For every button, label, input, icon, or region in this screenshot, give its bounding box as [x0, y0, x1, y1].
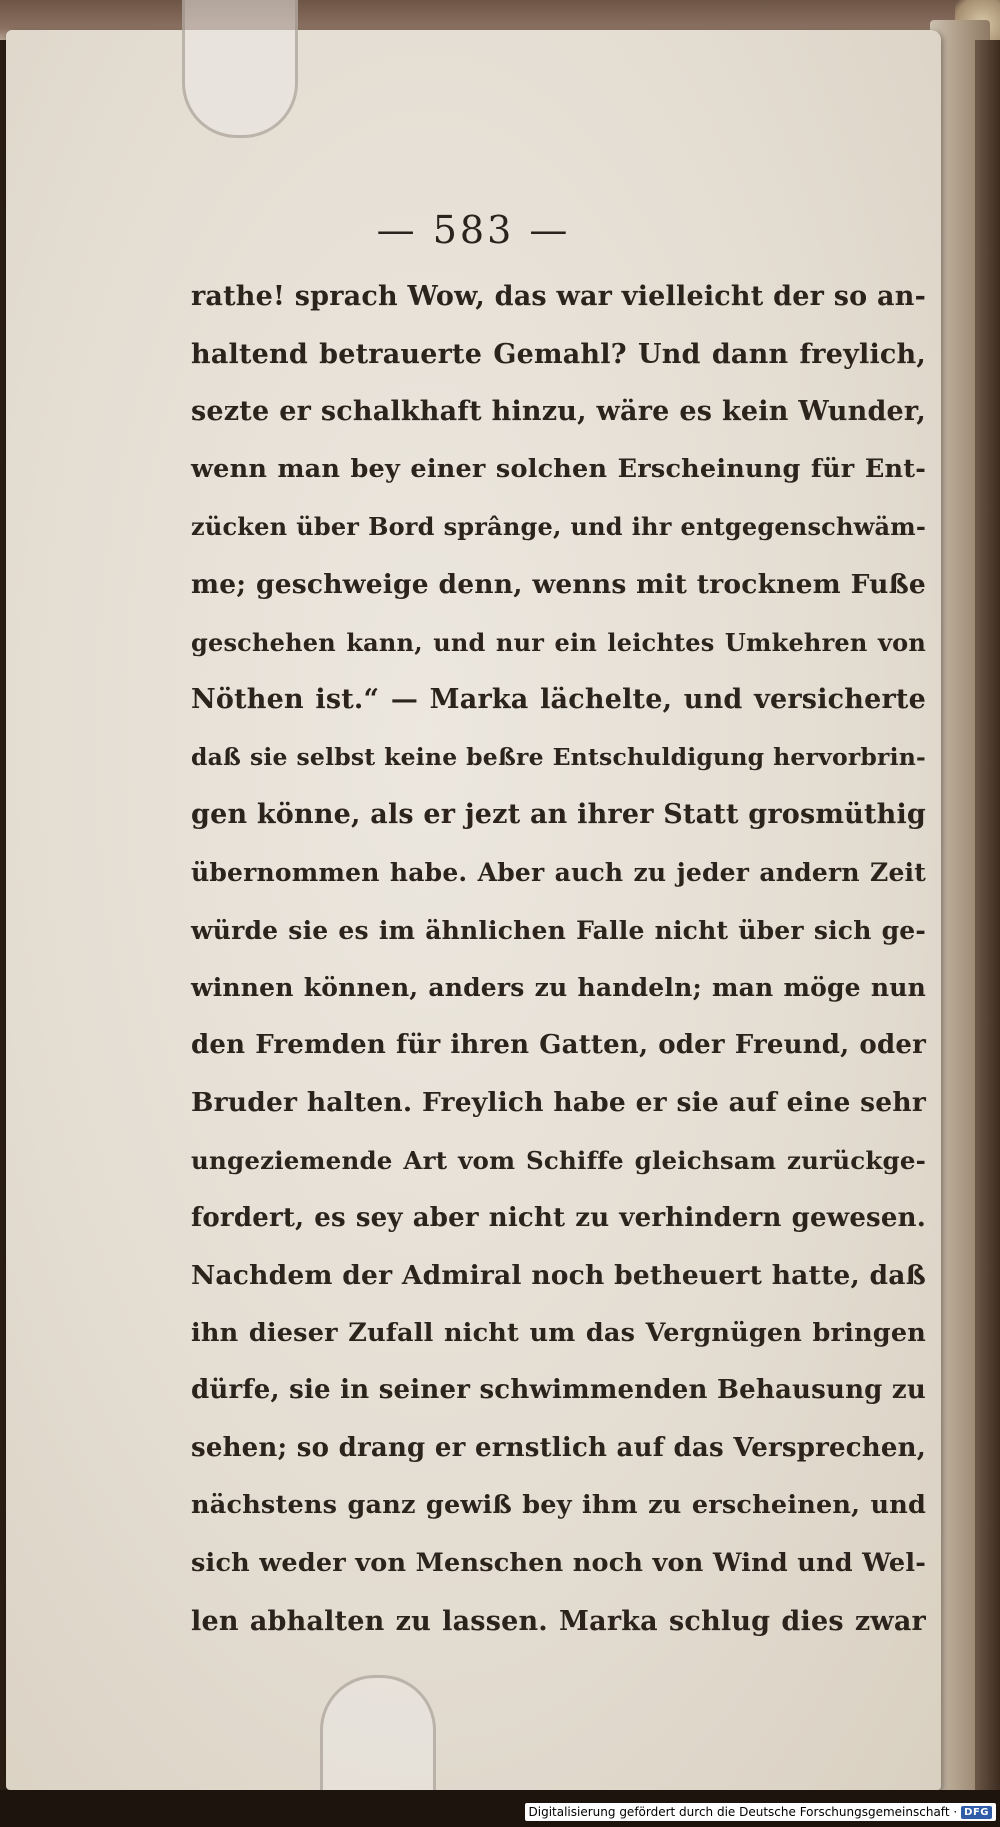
text-line: Bruder halten. Freylich habe er sie auf eine sehr [191, 1087, 926, 1119]
text-line: geschehen kann, und nur ein leichtes Umkehren von [191, 627, 926, 657]
text-line: den Fremden für ihren Gatten, oder Freund, oder [191, 1029, 926, 1060]
text-line: sehen; so drang er ernstlich auf das Versprechen, [191, 1432, 926, 1463]
text-line: Nöthen ist.“ — Marka lächelte, und versicherte [191, 684, 926, 716]
text-line: wenn man bey einer solchen Erscheinung für Ent- [191, 453, 926, 484]
book-page [6, 30, 941, 1790]
text-line: haltend betrauerte Gemahl? Und dann freylich, [191, 338, 926, 370]
page-number: — 583 — [376, 208, 571, 252]
funding-credit [525, 1803, 996, 1821]
text-line: sich weder von Menschen noch von Wind und Wel- [191, 1548, 926, 1579]
text-line: winnen können, anders zu handeln; man möge nun [191, 973, 926, 1003]
text-line: sezte er schalkhaft hinzu, wäre es kein Wunder, [191, 396, 926, 428]
text-line: Nachdem der Admiral noch betheuert hatte, daß [191, 1260, 926, 1292]
text-line: dürfe, sie in seiner schwimmenden Behausung zu [191, 1375, 926, 1406]
page-clip-top [182, 0, 298, 138]
text-line: ihn dieser Zufall nicht um das Vergnügen bringen [191, 1317, 926, 1348]
text-line: len abhalten zu lassen. Marka schlug dies zwar [191, 1605, 926, 1637]
text-line: fordert, es sey aber nicht zu verhindern gewesen. [191, 1202, 926, 1233]
text-line: nächstens ganz gewiß bey ihm zu erscheinen, und [191, 1490, 926, 1521]
text-line: ungeziemende Art vom Schiffe gleichsam zurückge- [191, 1145, 926, 1175]
dfg-logo: DFG [961, 1806, 992, 1819]
page-text [191, 268, 926, 1650]
funding-credit-text: Digitalisierung gefördert durch die Deutsche Forschungsgemeinschaft · [528, 1805, 958, 1819]
book-cover-edge [975, 40, 1000, 1790]
text-line: zücken über Bord sprânge, und ihr entgegenschwäm- [191, 512, 926, 542]
text-line: gen könne, als er jezt an ihrer Statt grosmüthig [191, 799, 926, 831]
text-line: me; geschweige denn, wenns mit trocknem Fuße [191, 568, 926, 600]
text-line: rathe! sprach Wow, das war vielleicht der so an- [191, 281, 926, 312]
text-line: übernommen habe. Aber auch zu jeder andern Zeit [191, 857, 926, 887]
text-line: würde sie es im ähnlichen Falle nicht über sich ge- [191, 915, 926, 945]
text-line: daß sie selbst keine beßre Entschuldigung hervorbrin- [191, 742, 926, 771]
